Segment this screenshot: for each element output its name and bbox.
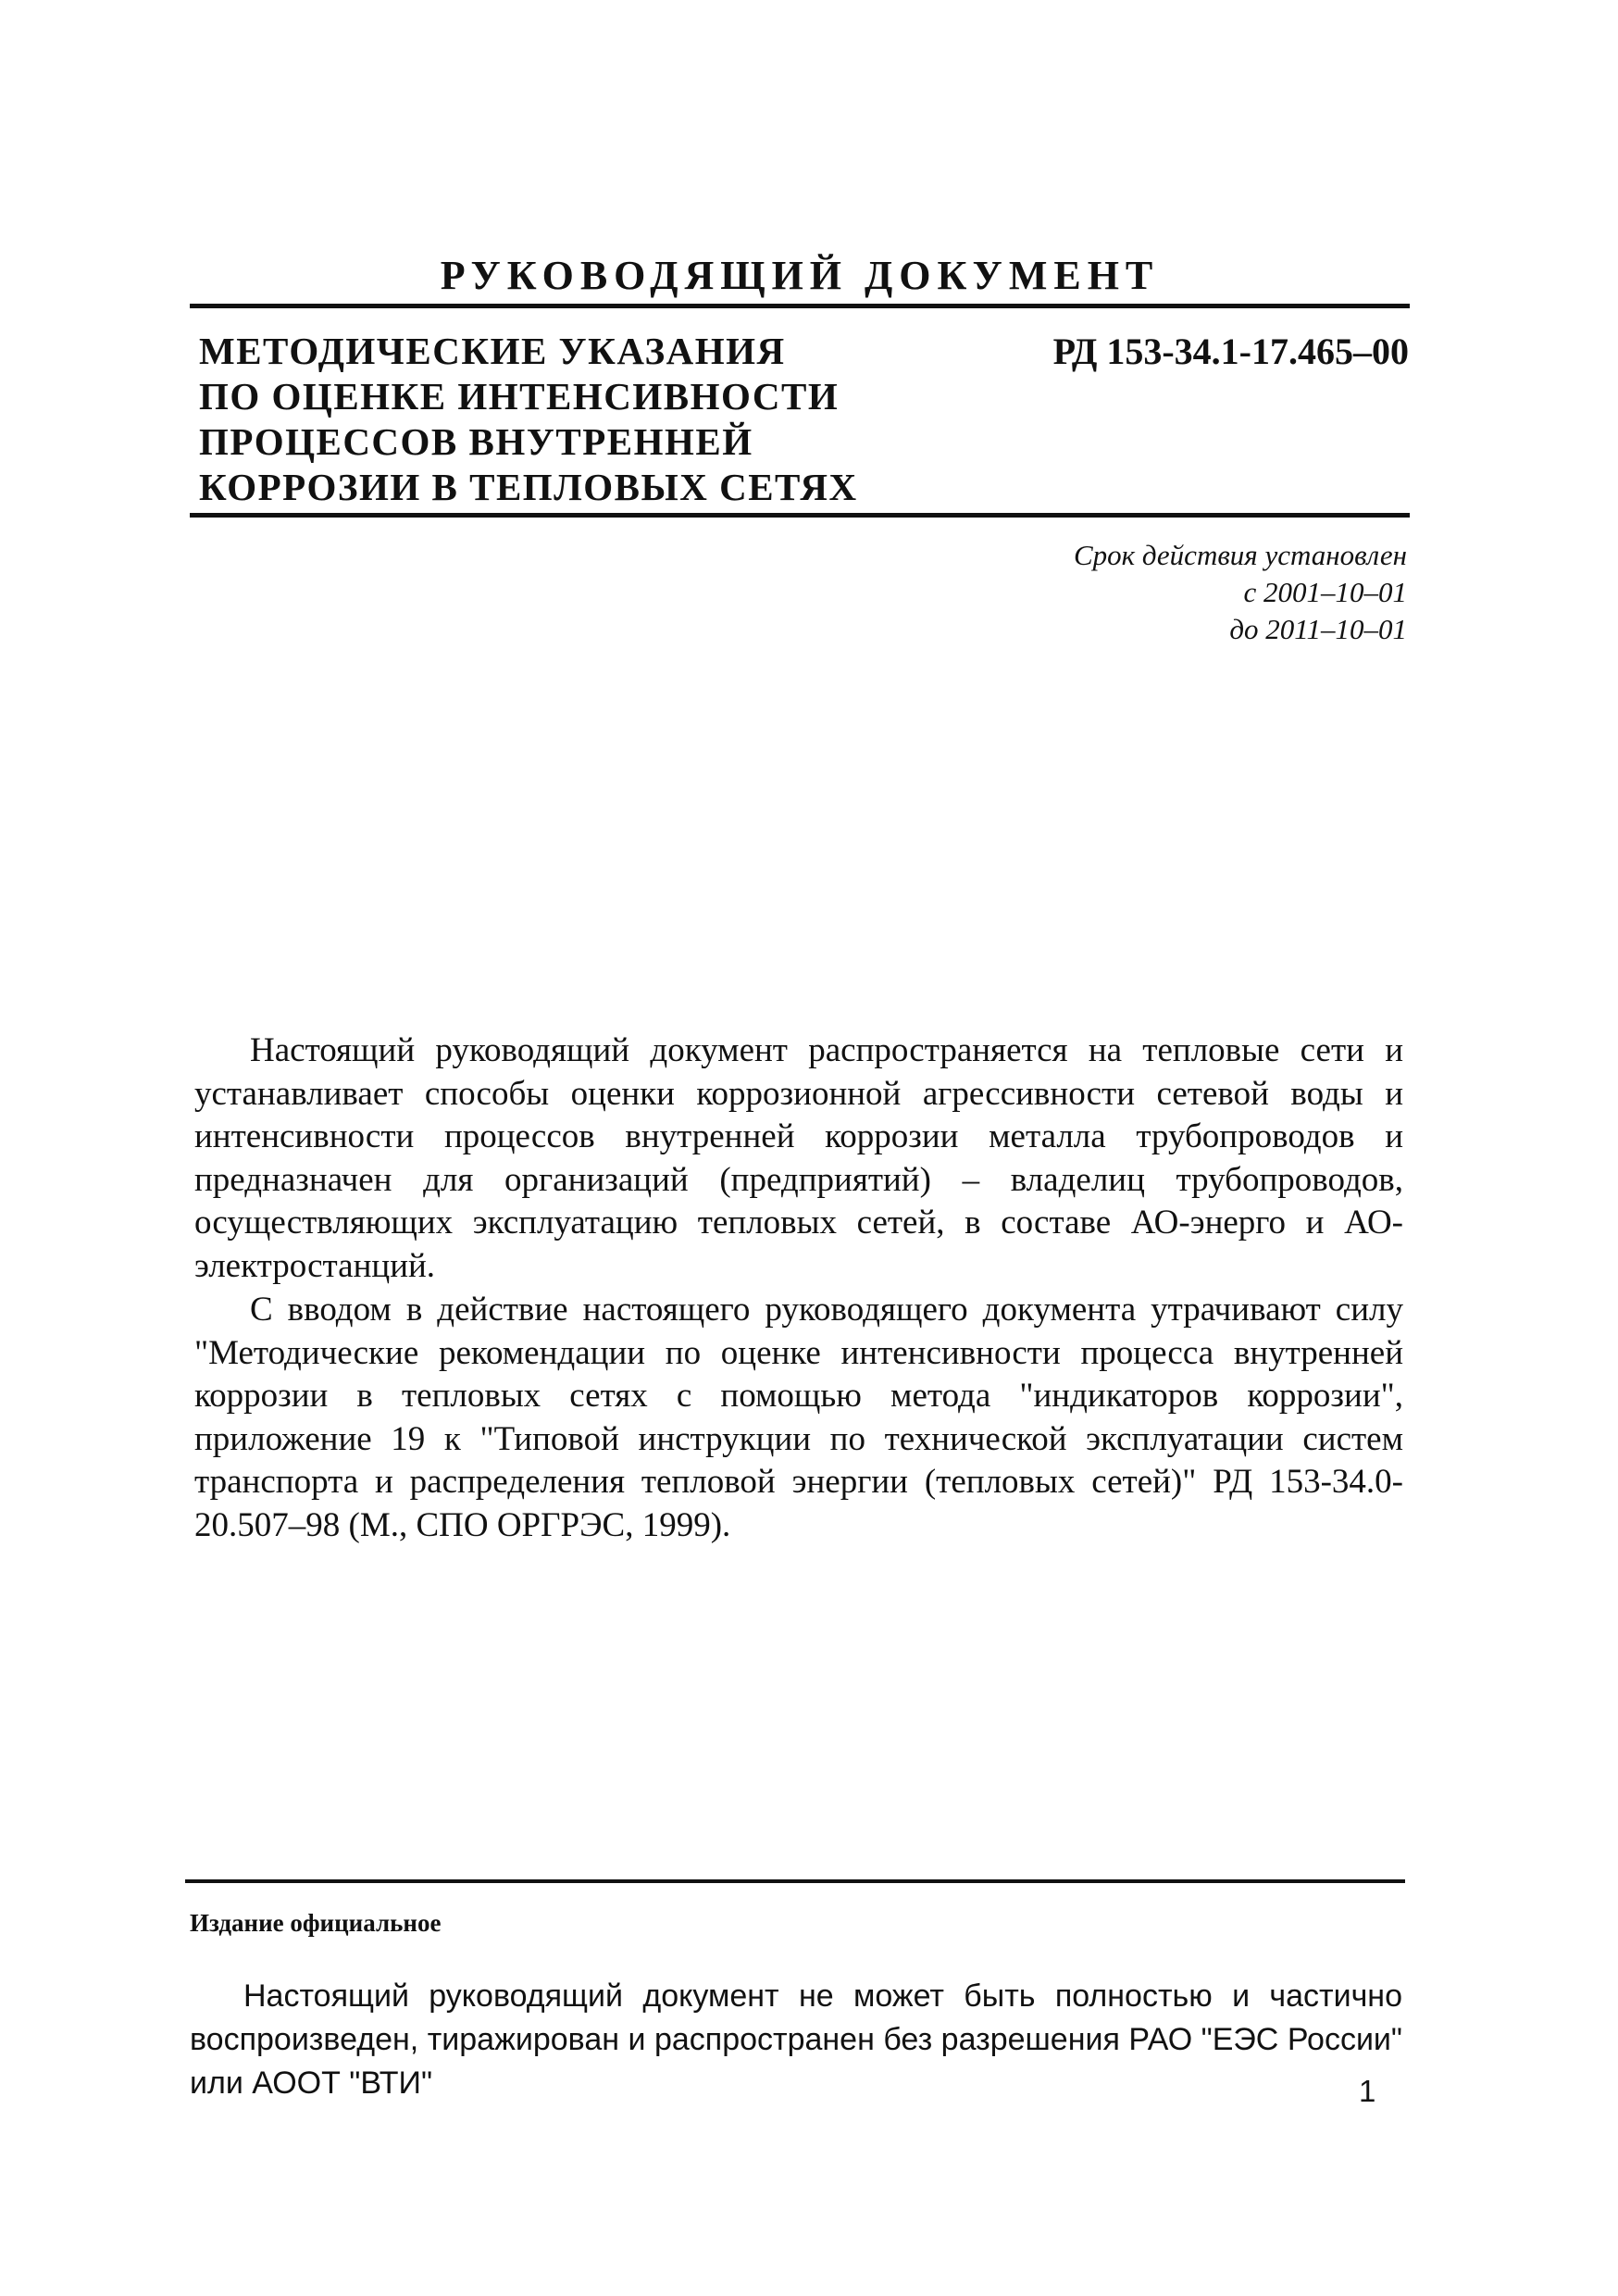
document-code: РД 153-34.1-17.465–00 [1052, 331, 1409, 372]
header-bottom-rule [190, 513, 1410, 518]
title-line: ПО ОЦЕНКЕ ИНТЕНСИВНОСТИ [199, 375, 840, 418]
body-paragraph-supersedes: С вводом в действие настоящего руководящего документа утрачивают силу "Методические рекомендации по оценке интенсивности процесса внутренней коррозии в тепловых сетях с помощью метода "индикаторов коррозии", приложение 19 к "Типовой инструкции по технической эксплуатации систем транспорта и распределения тепловой энергии (тепловых сетей)" РД 153-34.0-20.507–98 (М., СПО ОРГРЭС, 1999). [194, 1291, 1403, 1544]
document-title [199, 329, 958, 510]
validity-from: с 2001–10–01 [1243, 576, 1407, 608]
validity-to: до 2011–10–01 [1229, 613, 1407, 645]
header-top-rule [190, 304, 1410, 308]
footer-rule [185, 1879, 1405, 1883]
copyright-notice: Настоящий руководящий документ не может быть полностью и частично воспроизведен, тиражирован и распространен без разрешения РАО "ЕЭС России" или АООТ "ВТИ" [190, 1978, 1402, 2101]
title-line: ПРОЦЕССОВ ВНУТРЕННЕЙ [199, 420, 753, 463]
document-type-heading: РУКОВОДЯЩИЙ ДОКУМЕНТ [440, 253, 1160, 298]
body-paragraph-scope: Настоящий руководящий документ распространяется на тепловые сети и устанавливает способы оценки коррозионной агрессивности сетевой воды и интенсивности процессов внутренней коррозии металла трубопроводов и предназначен для организаций (предприятий) – владелиц трубопроводов, осуществляющих эксплуатацию тепловых сетей, в составе АО-энерго и АО-электростанций. [194, 1031, 1403, 1285]
title-line: КОРРОЗИИ В ТЕПЛОВЫХ СЕТЯХ [199, 466, 858, 508]
page-number: 1 [1359, 2074, 1376, 2108]
official-edition-label: Издание официальное [190, 1909, 442, 1937]
title-line: МЕТОДИЧЕСКИЕ УКАЗАНИЯ [199, 330, 786, 372]
validity-period [1074, 537, 1407, 648]
validity-label: Срок действия установлен [1073, 539, 1407, 571]
